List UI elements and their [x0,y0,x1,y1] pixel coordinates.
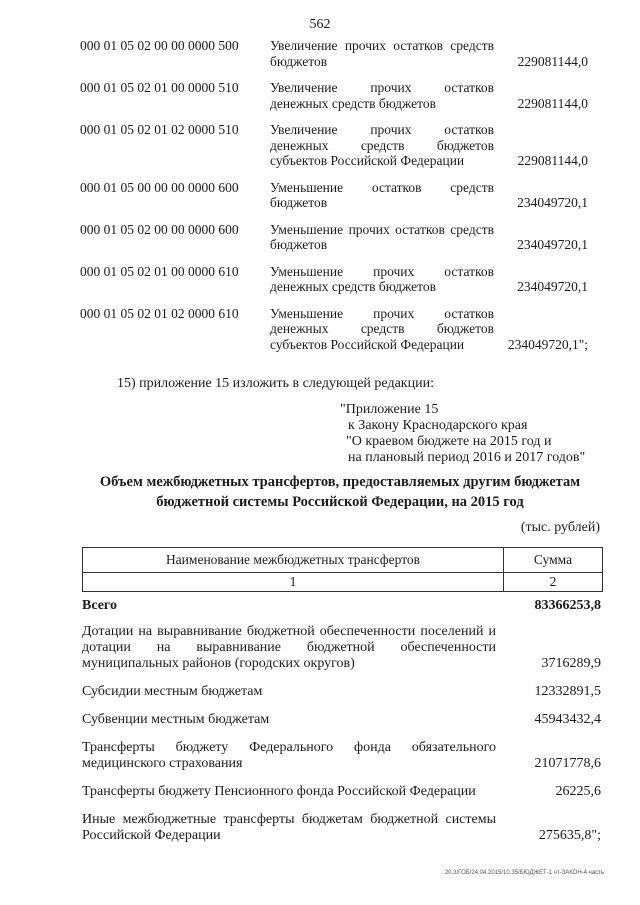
table-row [82,684,601,700]
code-amount: 234049720,1 [517,195,588,210]
row-label: Трансферты бюджету Пенсионного фонда Российской Федерации [82,784,476,799]
code-amount: 234049720,1 [517,279,588,294]
row-value: 12332891,5 [534,684,601,699]
code-row [80,264,600,295]
table-row [82,624,601,672]
appendix-line: на плановый период 2016 и 2017 годов" [348,450,586,465]
header-number-row [83,572,602,591]
appendix-line: "О краевом бюджете на 2015 год и [346,434,552,449]
code-description: Увеличение прочих остатков денежных средств бюджетов [270,80,494,111]
code-row [80,80,600,111]
table-row [82,812,601,844]
row-value: 275635,8"; [538,828,601,843]
budget-code: 000 01 05 00 00 00 0000 600 [80,179,239,195]
code-amount: 234049720,1"; [507,336,588,352]
row-value: 3716289,9 [541,656,601,671]
row-value: 21071778,6 [534,756,601,771]
table-row [82,712,601,728]
code-amount: 234049720,1 [517,237,588,252]
total-label: Всего [82,598,117,613]
column-number-1: 1 [83,573,504,591]
row-value: 26225,6 [555,784,601,799]
code-row [80,38,600,69]
budget-code: 000 01 05 02 01 02 0000 610 [80,305,239,321]
code-description: Уменьшение остатков средств бюджетов [270,179,494,210]
code-row [80,122,600,169]
table-header [82,547,603,592]
budget-code: 000 01 05 02 01 00 0000 510 [80,80,239,95]
transfer-table-body [82,598,601,856]
row-label: Субсидии местным бюджетам [82,684,263,699]
appendix-line: "Приложение 15 [340,402,439,417]
column-header-sum: Сумма [533,552,573,567]
budget-code: 000 01 05 02 01 02 0000 510 [80,122,239,137]
header-row [83,548,602,572]
budget-code-list [80,38,600,363]
row-label: Дотации на выравнивание бюджетной обеспеченности поселений и дотации на выравнивание бюджетной обеспеченности муниципальных районов (городских округов) [82,624,496,671]
column-header-name: Наименование межбюджетных трансфертов [83,548,504,572]
code-amount: 229081144,0 [517,153,588,168]
document-title: Объем межбюджетных трансфертов, предоставляемых другим бюджетам бюджетной системы Российской Федерации, на 2015 год [99,474,581,510]
page-number: 562 [309,17,331,32]
code-row [80,306,600,353]
code-amount: 229081144,0 [517,53,588,69]
amendment-text: 15) приложение 15 изложить в следующей редакции: [117,376,434,391]
code-description: Уменьшение прочих остатков денежных средств бюджетов [270,263,494,294]
budget-code: 000 01 05 02 01 00 0000 610 [80,263,239,279]
row-label: Трансферты бюджету Федерального фонда обязательного медицинского страхования [82,740,496,771]
code-description: Уменьшение прочих остатков денежных средств бюджетов субъектов Российской Федерации [270,305,494,352]
appendix-reference [340,402,585,466]
column-number-2: 2 [549,574,557,589]
row-label: Субвенции местным бюджетам [82,712,270,727]
code-description: Увеличение прочих остатков средств бюджетов [270,38,494,69]
code-row [80,222,600,253]
row-value: 45943432,4 [534,712,601,727]
code-description: Уменьшение прочих остатков средств бюджетов [270,221,494,252]
code-amount: 229081144,0 [517,95,588,111]
units-label: (тыс. рублей) [520,520,600,535]
budget-code: 000 01 05 02 00 00 0000 600 [80,221,239,237]
total-row [82,598,601,614]
row-label: Иные межбюджетные трансферты бюджетам бюджетной системы Российской Федерации [82,812,496,843]
footer-file-reference: 20.3/ГОБ/24.04.2015/10.35/БЮДЖЕТ-1 чт-ЗАКОН-4 часть [444,870,604,876]
total-value: 83366253,8 [534,598,601,613]
table-row [82,740,601,772]
appendix-line: к Закону Краснодарского края [348,418,528,433]
code-description: Увеличение прочих остатков денежных средств бюджетов субъектов Российской Федерации [270,122,494,168]
table-row [82,784,601,800]
code-row [80,180,600,211]
budget-code: 000 01 05 02 00 00 0000 500 [80,38,239,53]
